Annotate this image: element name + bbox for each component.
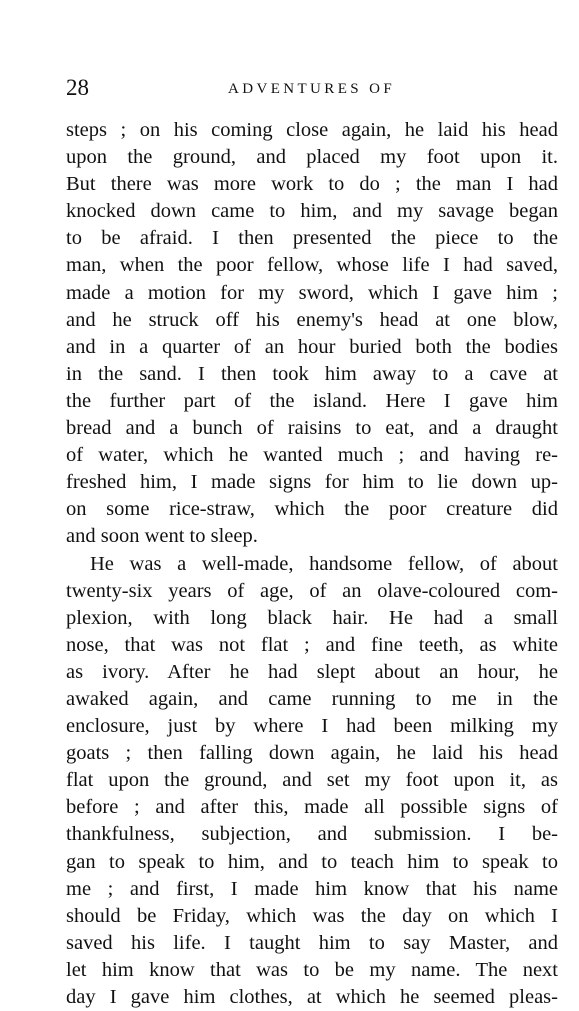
text-line: man, when the poor fellow, whose life I had saved, — [66, 252, 558, 279]
text-line: of water, which he wanted much ; and having re- — [66, 442, 558, 469]
text-line: gan to speak to him, and to teach him to speak to — [66, 849, 558, 876]
text-line: goats ; then falling down again, he laid his head — [66, 740, 558, 767]
text-line: and he struck off his enemy's head at one blow, — [66, 307, 558, 334]
text-line: as ivory. After he had slept about an hour, he — [66, 659, 558, 686]
paragraph — [66, 117, 558, 551]
text-line: and soon went to sleep. — [66, 523, 558, 550]
page-number: 28 — [66, 72, 89, 104]
text-line: knocked down came to him, and my savage began — [66, 198, 558, 225]
text-line: twenty-six years of age, of an olave-coloured com- — [66, 578, 558, 605]
text-line: upon the ground, and placed my foot upon it. — [66, 144, 558, 171]
text-line: But there was more work to do ; the man I had — [66, 171, 558, 198]
text-line: on some rice-straw, which the poor creature did — [66, 496, 558, 523]
text-line: before ; and after this, made all possible signs of — [66, 794, 558, 821]
text-line: bread and a bunch of raisins to eat, and a draught — [66, 415, 558, 442]
text-line: thankfulness, subjection, and submission. I be- — [66, 821, 558, 848]
page-header — [66, 72, 506, 104]
text-line: nose, that was not flat ; and fine teeth, as white — [66, 632, 558, 659]
text-line: enclosure, just by where I had been milking my — [66, 713, 558, 740]
text-line: in the sand. I then took him away to a cave at — [66, 361, 558, 388]
text-line: let him know that was to be my name. The next — [66, 957, 558, 984]
text-line: should be Friday, which was the day on which I — [66, 903, 558, 930]
text-line: the further part of the island. Here I gave him — [66, 388, 558, 415]
text-line: freshed him, I made signs for him to lie down up- — [66, 469, 558, 496]
text-line: He was a well-made, handsome fellow, of about — [66, 551, 558, 578]
text-line: awaked again, and came running to me in the — [66, 686, 558, 713]
text-line: to be afraid. I then presented the piece to the — [66, 225, 558, 252]
paragraph — [66, 551, 558, 1011]
text-line: flat upon the ground, and set my foot upon it, as — [66, 767, 558, 794]
text-line: plexion, with long black hair. He had a small — [66, 605, 558, 632]
text-line: and in a quarter of an hour buried both the bodies — [66, 334, 558, 361]
running-head: ADVENTURES OF — [228, 74, 395, 104]
text-line: saved his life. I taught him to say Master, and — [66, 930, 558, 957]
text-line: day I gave him clothes, at which he seemed pleas- — [66, 984, 558, 1011]
body-text — [66, 117, 558, 1011]
text-line: made a motion for my sword, which I gave him ; — [66, 280, 558, 307]
text-line: me ; and first, I made him know that his name — [66, 876, 558, 903]
text-line: steps ; on his coming close again, he laid his head — [66, 117, 558, 144]
